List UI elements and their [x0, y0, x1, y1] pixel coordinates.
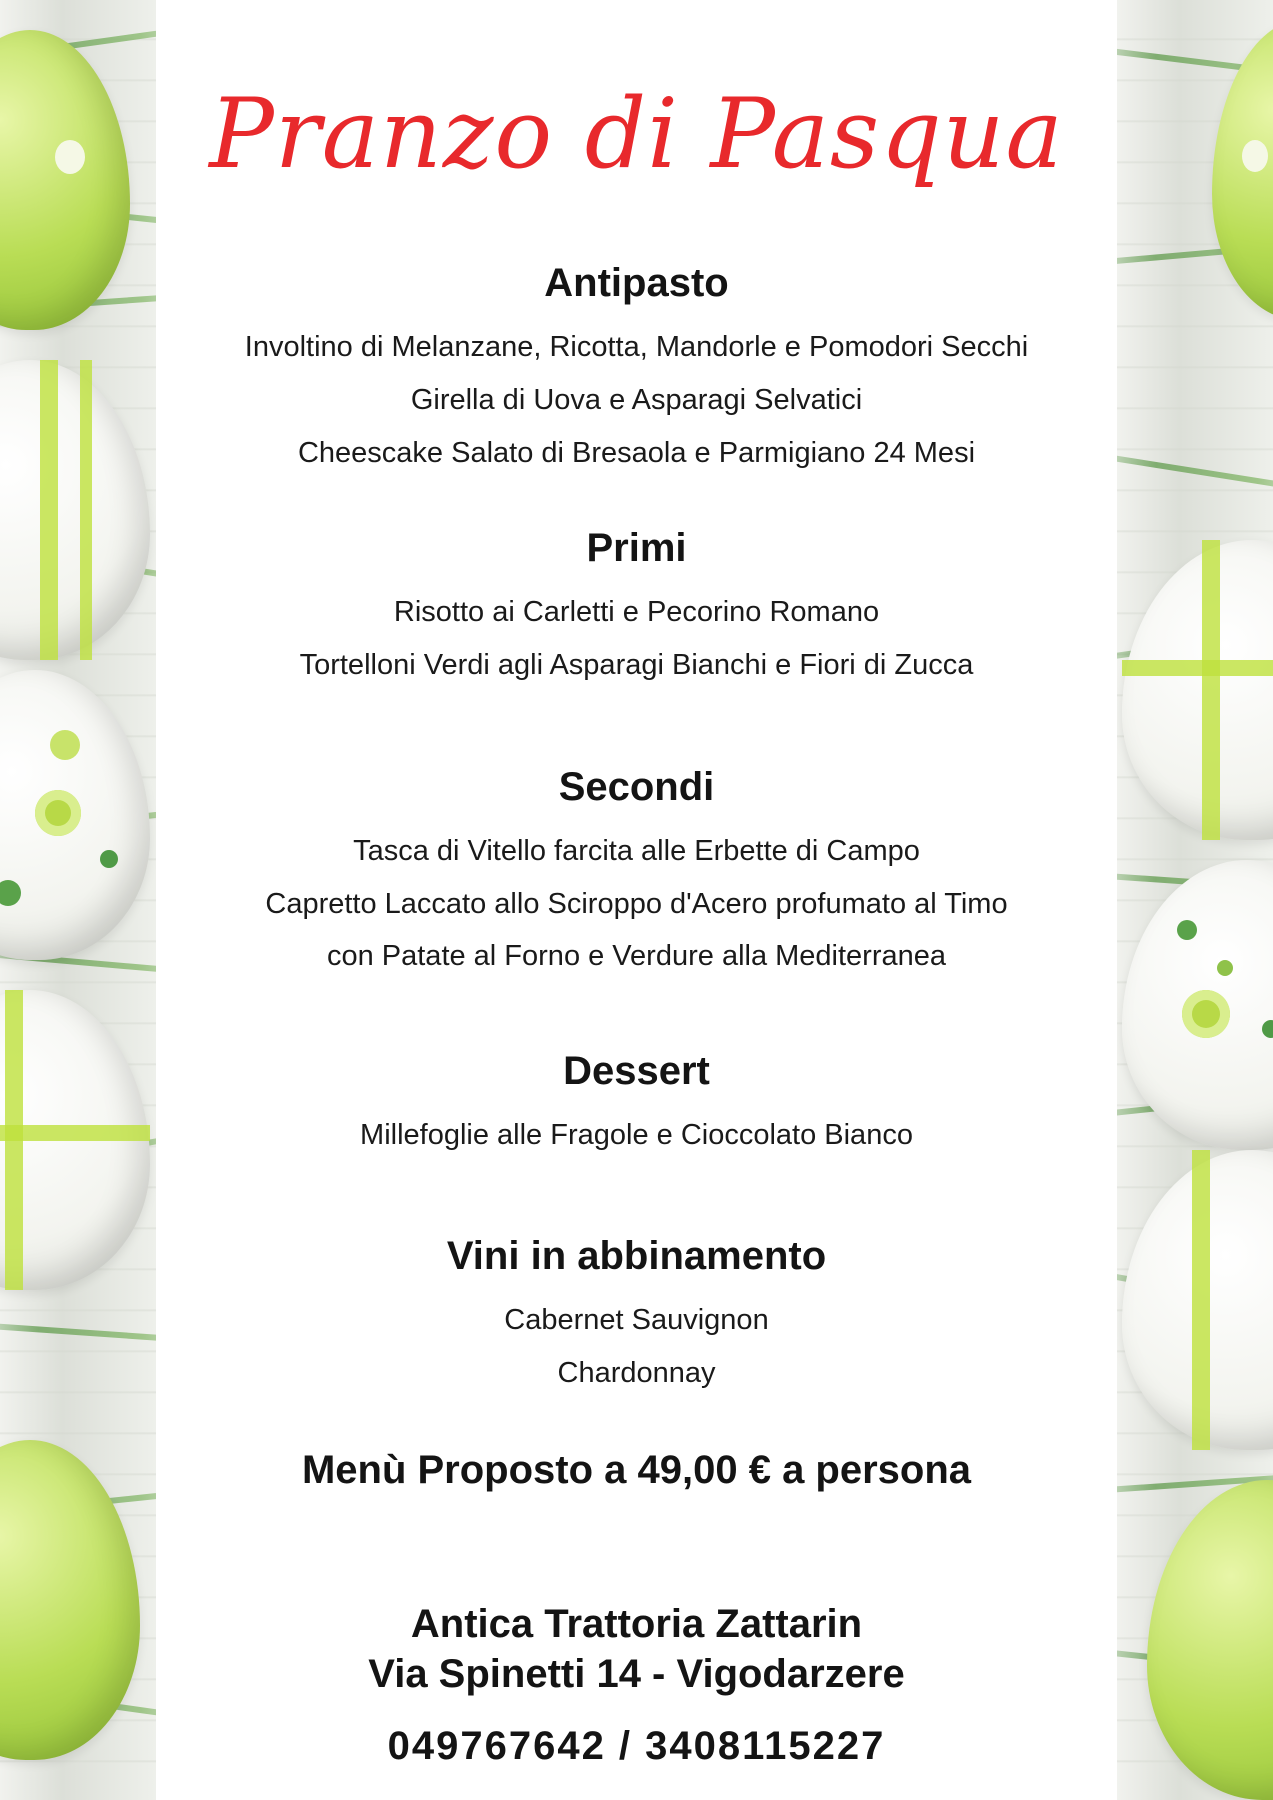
egg-stripe	[0, 1125, 150, 1141]
easter-egg-icon	[0, 670, 150, 960]
restaurant-address: Via Spinetti 14 - Vigodarzere	[368, 1652, 905, 1696]
restaurant-name: Antica Trattoria Zattarin	[410, 1602, 863, 1646]
menu-item: Millefoglie alle Fragole e Cioccolato Bianco	[360, 1119, 913, 1151]
easter-egg-icon	[1147, 1480, 1273, 1800]
egg-stripe	[1122, 660, 1273, 676]
menu-item: Chardonnay	[557, 1357, 716, 1389]
menu-item: Cheescake Salato di Bresaola e Parmigiano 24 Mesi	[297, 437, 976, 469]
right-decoration-panel	[1117, 0, 1273, 1800]
menu-title: Pranzo di Pasqua	[209, 78, 1064, 190]
menu-item: Involtino di Melanzane, Ricotta, Mandorle e Pomodori Secchi	[244, 331, 1029, 363]
easter-egg-icon	[0, 360, 150, 660]
egg-dot	[1217, 960, 1233, 976]
egg-dot	[55, 140, 85, 174]
restaurant-phone: 049767642 / 3408115227	[387, 1724, 886, 1768]
easter-egg-icon	[0, 30, 130, 330]
menu-item: Cabernet Sauvignon	[504, 1304, 769, 1336]
left-decoration-panel	[0, 0, 156, 1800]
egg-dot	[50, 730, 80, 760]
egg-dot	[1177, 920, 1197, 940]
section-heading-vini: Vini in abbinamento	[446, 1234, 827, 1278]
egg-stripe	[1192, 1150, 1210, 1450]
section-heading-dessert: Dessert	[563, 1049, 710, 1093]
menu-price: Menù Proposto a 49,00 € a persona	[301, 1448, 972, 1492]
egg-stripe	[80, 360, 92, 660]
easter-egg-icon	[0, 1440, 140, 1760]
menu-panel	[156, 0, 1117, 1800]
menu-item: Risotto ai Carletti e Pecorino Romano	[393, 596, 880, 628]
easter-egg-icon	[1122, 540, 1273, 840]
section-heading-primi: Primi	[586, 526, 687, 570]
section-heading-secondi: Secondi	[558, 765, 715, 809]
menu-item: Capretto Laccato allo Sciroppo d'Acero profumato al Timo	[265, 888, 1008, 920]
menu-item: Tasca di Vitello farcita alle Erbette di Campo	[353, 835, 920, 867]
egg-stripe	[40, 360, 58, 660]
easter-egg-icon	[1122, 1150, 1273, 1450]
menu-item: Tortelloni Verdi agli Asparagi Bianchi e Fiori di Zucca	[299, 649, 974, 681]
egg-dot	[1182, 990, 1230, 1038]
egg-dot	[35, 790, 81, 836]
menu-item: Girella di Uova e Asparagi Selvatici	[410, 384, 863, 416]
grass-blade	[0, 1321, 156, 1345]
egg-dot	[1242, 140, 1268, 172]
easter-egg-icon	[0, 990, 150, 1290]
egg-dot	[0, 880, 21, 906]
grass-blade	[1117, 450, 1273, 497]
egg-stripe	[1202, 540, 1220, 840]
section-heading-antipasto: Antipasto	[544, 261, 729, 305]
egg-dot	[1262, 1020, 1273, 1038]
egg-dot	[100, 850, 118, 868]
menu-item: con Patate al Forno e Verdure alla Mediterranea	[326, 940, 947, 972]
